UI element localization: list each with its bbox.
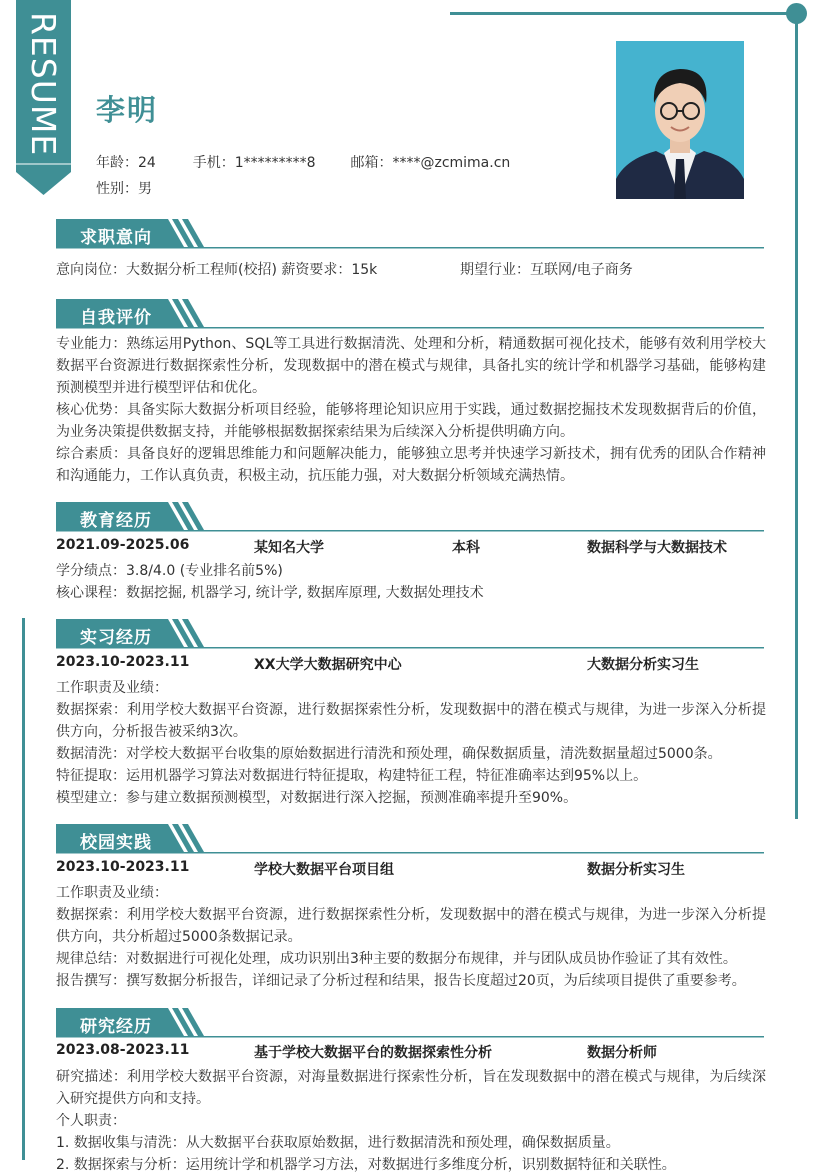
age-value: 24 [138,155,156,171]
internship-item-explore: 数据探索：利用学校大数据平台资源，进行数据探索性分析，发现数据中的潜在模式与规律，为进一步深入分析提供方向，分析报告被采纳3次。 [56,702,766,740]
campus-intro: 工作职责及业绩： [56,885,168,901]
internship-item-clean: 数据清洗：对学校大数据平台收集的原始数据进行清洗和预处理，确保数据质量，清洗数据量超过5000条。 [56,746,722,762]
research-description: 研究描述：利用学校大数据平台资源，对海量数据进行探索性分析，旨在发现数据中的潜在模式与规律，为后续深入研究提供方向和支持。 [56,1069,766,1107]
email-value[interactable]: ****@zcmima.cn [392,155,511,171]
research-duty-label: 个人职责： [56,1113,126,1129]
education-period: 2021.09-2025.06 [56,537,190,553]
research-topic: 基于学校大数据平台的数据探索性分析 [254,1045,492,1061]
education-gpa: 学分绩点：3.8/4.0 (专业排名前5%) [56,563,283,579]
phone-value: 1*********8 [234,155,316,171]
contact-row [96,152,510,172]
section-title-self-eval: 自我评价 [80,308,152,328]
section-header-self-eval [56,299,764,329]
internship-intro: 工作职责及业绩： [56,680,168,696]
internship-item-model: 模型建立：参与建立数据预测模型，对数据进行深入挖掘，预测准确率提升至90%。 [56,790,578,806]
section-title-research: 研究经历 [80,1017,152,1037]
section-title-education: 教育经历 [80,511,152,531]
education-school: 某知名大学 [254,540,324,556]
campus-item-summary: 规律总结：对数据进行可视化处理，成功识别出3种主要的数据分布规律，并与团队成员协作验证了其有效性。 [56,951,737,967]
section-title-intent: 求职意向 [80,228,152,248]
decorative-top-line [450,12,800,15]
self-eval-advantage: 核心优势：具备实际大数据分析项目经验，能够将理论知识应用于实践，通过数据挖掘技术发现数据背后的价值，为业务决策提供数据支持，并能够根据数据探索结果为后续深入分析提供明确方向。 [56,402,766,440]
internship-item-feature: 特征提取：运用机器学习算法对数据进行特征提取，构建特征工程，特征准确率达到95%以上。 [56,768,648,784]
candidate-name: 李明 [96,93,159,127]
research-role: 数据分析师 [587,1045,657,1061]
internship-role: 大数据分析实习生 [587,657,699,673]
resume-ribbon-text: RESUME [24,11,63,157]
campus-row [56,859,764,881]
education-courses: 核心课程：数据挖掘, 机器学习, 统计学, 数据库原理, 大数据处理技术 [56,585,484,601]
research-period: 2023.08-2023.11 [56,1042,190,1058]
phone-label: 手机： [192,155,235,171]
intent-position: 意向岗位：大数据分析工程师(校招) 薪资要求：15k [56,262,378,278]
campus-role: 数据分析实习生 [587,862,685,878]
gender-row [96,178,152,198]
profile-photo [616,41,744,199]
campus-item-report: 报告撰写：撰写数据分析报告，详细记录了分析过程和结果，报告长度超过20页，为后续项目提供了重要参考。 [56,973,746,989]
campus-org: 学校大数据平台项目组 [254,862,394,878]
self-eval-quality: 综合素质：具备良好的逻辑思维能力和问题解决能力，能够独立思考并快速学习新技术，拥有优秀的团队合作精神和沟通能力，工作认真负责，积极主动，抗压能力强，对大数据分析领域充满热情。 [56,446,766,484]
self-eval-professional: 专业能力：熟练运用Python、SQL等工具进行数据清洗、处理和分析，精通数据可视化技术，能够有效利用学校大数据平台资源进行数据探索性分析，发现数据中的潜在模式与规律，具备扎实的统计学和机器学习基础，能够构建预测模型并进行模型评估和优化。 [56,336,766,396]
intent-industry: 期望行业：互联网/电子商务 [460,262,633,278]
campus-period: 2023.10-2023.11 [56,859,190,875]
section-header-internship [56,619,764,649]
campus-item-explore: 数据探索：利用学校大数据平台资源，进行数据探索性分析，发现数据中的潜在模式与规律，为进一步深入分析提供方向，共分析超过5000条数据记录。 [56,907,766,945]
internship-period: 2023.10-2023.11 [56,654,190,670]
section-header-education [56,502,764,532]
decorative-left-line [22,618,25,1160]
section-title-internship: 实习经历 [80,628,152,648]
gender-value: 男 [138,181,152,197]
internship-row [56,654,764,676]
section-header-research [56,1008,764,1038]
research-duty-item-1: 1. 数据收集与清洗：从大数据平台获取原始数据，进行数据清洗和预处理，确保数据质量。 [56,1135,620,1151]
age-label: 年龄： [96,155,138,171]
section-title-campus: 校园实践 [80,833,152,853]
section-header-campus [56,824,764,854]
research-row [56,1042,764,1064]
gender-label: 性别： [96,181,138,197]
research-duty-item-2: 2. 数据探索与分析：运用统计学和机器学习方法，对数据进行多维度分析，识别数据特征和关联性。 [56,1157,676,1173]
internship-org: XX大学大数据研究中心 [254,657,402,673]
education-row [56,537,764,559]
education-degree: 本科 [452,540,480,556]
education-major: 数据科学与大数据技术 [587,540,727,556]
decorative-right-line [795,14,798,819]
section-header-intent [56,219,764,249]
resume-ribbon [16,0,71,195]
email-label: 邮箱： [350,155,393,171]
